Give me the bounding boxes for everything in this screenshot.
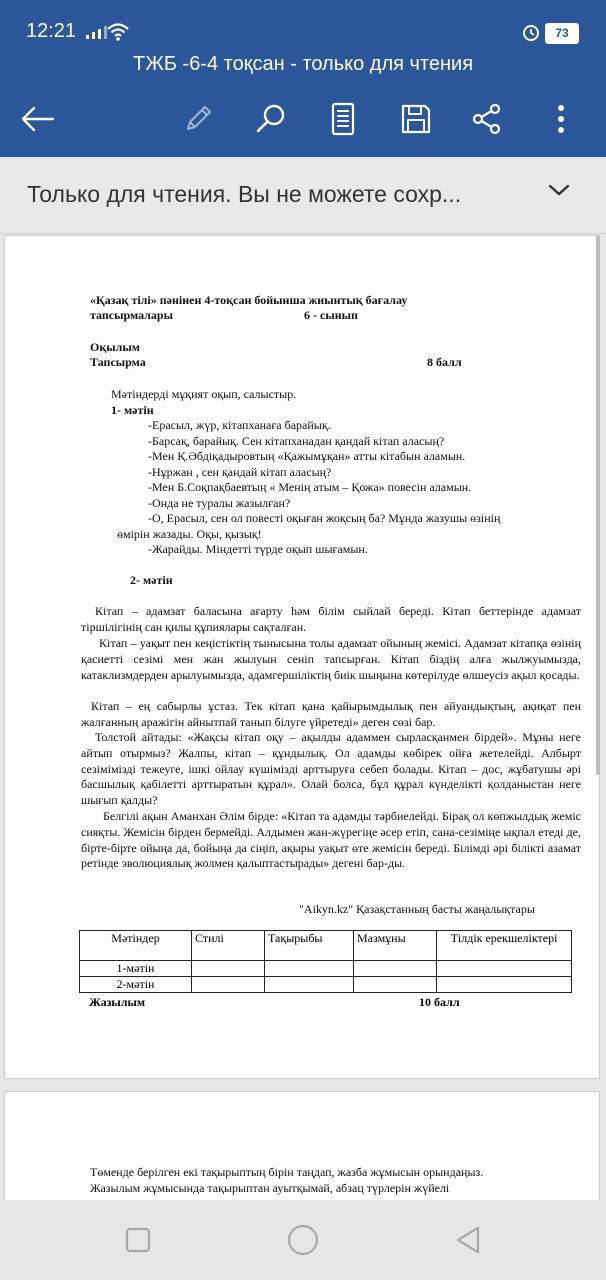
text1-title: 1- мәтін: [111, 403, 154, 417]
table-header: Тілдік ерекшеліктері: [437, 931, 572, 961]
table-cell: 1-мәтін: [80, 961, 192, 977]
more-vertical-icon: [556, 103, 566, 135]
table-cell: [354, 977, 437, 993]
search-icon: [254, 102, 288, 136]
system-back-button[interactable]: [448, 1220, 488, 1260]
app-bar: [0, 0, 606, 157]
arrow-left-icon: [21, 106, 55, 132]
pencil-icon: [182, 103, 214, 135]
task-score: 8 балл: [427, 355, 462, 369]
save-button[interactable]: [395, 98, 437, 140]
wifi-icon: [106, 22, 130, 42]
battery-indicator: 73: [545, 23, 579, 44]
reading-view-button[interactable]: [322, 98, 364, 140]
dialog-line: -О, Ерасыл, сен ол повесті оқыған жоқсың ба? Мұнда жазушы өзінің: [148, 511, 501, 525]
scrollbar[interactable]: [596, 235, 600, 775]
doc-header-grade: 6 - сынып: [304, 308, 358, 322]
table-cell: [265, 961, 354, 977]
table-cell: [192, 961, 265, 977]
page2-text: Жазылым жұмысында тақырыптан ауытқымай, абзац түрлерін жүйелі: [90, 1181, 450, 1195]
table-cell: [265, 977, 354, 993]
table-cell: [354, 961, 437, 977]
recent-apps-button[interactable]: [118, 1220, 158, 1260]
page2-text: Төменде берілген екі тақырыптың бірін таңдап, жазба жұмысын орындаңыз.: [90, 1165, 484, 1179]
dialog-line: -Жарайды. Міндетті түрде оқып шығамын.: [148, 542, 368, 556]
more-options-button[interactable]: [540, 98, 582, 140]
signal-icon: [86, 26, 107, 39]
doc-header-line2a: тапсырмалары: [90, 308, 173, 322]
source-citation: "Aikyn.kz" Қазақстанның басты жаңалықтары: [299, 902, 535, 916]
table-cell: [437, 977, 572, 993]
save-icon: [400, 103, 432, 135]
dialog-line: -Нұржан , сен қандай кітап аласың?: [148, 465, 332, 479]
system-nav-bar: [0, 1200, 606, 1280]
dialog-line: -Онда не туралы жазылған?: [148, 496, 291, 510]
table-header: Мәтіндер: [80, 931, 192, 961]
dialog-line: -Барсақ, барайық. Сен кітапханадан қандай кітап аласың?: [148, 434, 445, 448]
text2-title: 2- мәтін: [130, 573, 173, 587]
table-cell: 2-мәтін: [80, 977, 192, 993]
dialog-line: -Мен Қ.Әбдіқадыровтың «Қажымұқан» атты кітабын аламын.: [148, 449, 466, 463]
table-cell: [192, 977, 265, 993]
search-button[interactable]: [250, 98, 292, 140]
dialog-line: өмірін жазады. Оқы, қызық!: [117, 527, 262, 541]
alarm-icon: [521, 22, 541, 42]
document-page-2[interactable]: [4, 1091, 600, 1201]
instruction-text: Мәтіндерді мұқият оқып, салыстыр.: [111, 387, 297, 401]
text2-paragraph: Толстой айтады: «Жақсы кітап оқу – ақылды адаммен сырласқанмен бірдей». Мұны неге айтып отырмыз? Жалпы, кітап – құндылық. Ол адамды көбірек ойға жетелейді. Албырт сезімімізді тежеуге, ішкі ойлау күшімізді арттыруға себеп болады. Кітап – дос, жұбатушы әрі басшылық қабілетті арттыратын құрал». Олай болса, бұл құрал күнделікті қолданыстан неге шығып қалды?: [81, 730, 581, 808]
text2-paragraph: Кітап – ең сабырлы ұстаз. Тек кітап қана қайырымдылық пен айуандықтың, ақиқат пен жалғанның аражігін айнытпай танып білуге үйретеді» деген сөзі бар.: [81, 699, 581, 729]
readonly-banner[interactable]: [0, 157, 606, 234]
text2-paragraph: Кітап – уақыт пен кеңістіктің тынысына толы адамзат ойының жемісі. Адамзат кітапқа өзінің қасиетті сезімі мен жан жылуын сеніп тапсырған. Кітап біздің алға жылжуымызда, катаклизмдерден арылуымызда, адамгершіліктің биік шыңына көтерілуде өлшеусіз ақыл қосады.: [81, 636, 581, 682]
table-row: [80, 977, 572, 993]
table-header: Мазмұны: [354, 931, 437, 961]
square-icon: [125, 1227, 151, 1253]
circle-icon: [287, 1224, 319, 1256]
doc-header-line1: «Қазақ тілі» пәнінен 4-тоқсан бойынша жиынтық бағалау: [90, 293, 408, 307]
edit-button[interactable]: [177, 98, 219, 140]
document-icon: [330, 102, 356, 136]
home-button[interactable]: [283, 1220, 323, 1260]
back-button[interactable]: [17, 98, 59, 140]
share-icon: [471, 103, 503, 135]
comparison-table: [79, 930, 572, 993]
table-header: Стилі: [192, 931, 265, 961]
text2-paragraph: Кітап – адамзат баласына ағарту һәм білім сыйлай береді. Кітап беттерінде адамзат тіршілігінің сан қилы құпиялары сақталған.: [81, 604, 581, 634]
status-time: 12:21: [26, 20, 77, 42]
document-title: ТЖБ -6-4 тоқсан - только для чтения: [132, 53, 474, 75]
dialog-line: -Ерасыл, жүр, кітапханаға барайық.: [148, 418, 331, 432]
readonly-message: Только для чтения. Вы не можете сохр...: [27, 181, 462, 207]
share-button[interactable]: [466, 98, 508, 140]
table-header: Тақырыбы: [265, 931, 354, 961]
text2-paragraph: Белгілі ақын Аманхан Әлім бірде: «Кітап та адамды тәрбиелейді. Бірақ ол көпжылдық жеміс сияқты. Жемісін бірден бермейді. Алдымен жан-жүрегіңе әсер етіп, сана-сезіміңе ықпал етеді де, біртe-біртe ойыңа да, бойыңа да сіңіп, ақыры уақыт өте жемісін береді. Білімді әрі білікті азамат ретінде эволюциялық жолмен қалыптастырады» дегені бар-ды.: [81, 809, 581, 871]
triangle-back-icon: [454, 1225, 482, 1255]
writing-score: 10 балл: [419, 995, 460, 1009]
dialog-line: -Мен Б.Соқпақбаевтың « Менің атым – Қожа» повесін аламын.: [148, 480, 472, 494]
section-writing-title: Жазылым: [89, 995, 146, 1009]
table-cell: [437, 961, 572, 977]
table-row: [80, 961, 572, 977]
task-label: Тапсырма: [90, 355, 146, 369]
section-reading-title: Оқылым: [90, 340, 140, 354]
chevron-down-icon[interactable]: [548, 183, 570, 197]
